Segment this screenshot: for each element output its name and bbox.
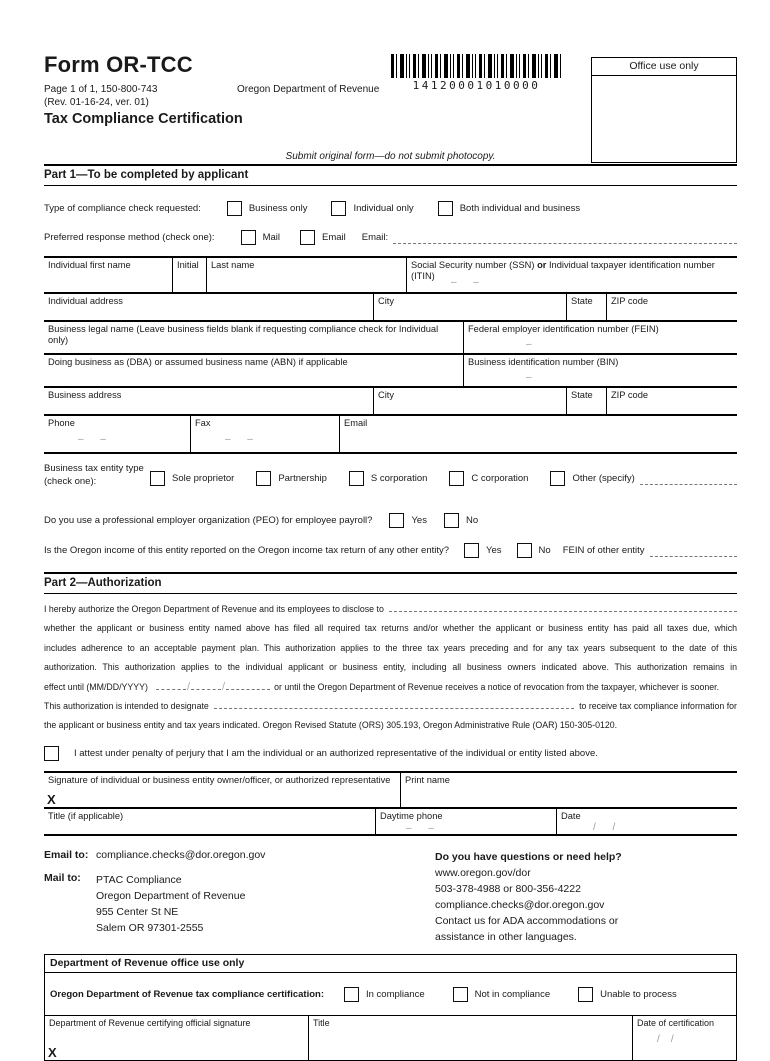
signature-table — [44, 771, 737, 836]
authorization-line: the applicant or business entity and tax years indicated. Oregon Revised Statute (ORS) 305.193, Oregon Administrative Rule (OAR) 150-305-0120. — [44, 720, 618, 731]
help-line: Contact us for ADA accommodations or — [435, 914, 619, 927]
checkbox-unable-to-process[interactable] — [578, 987, 677, 1002]
revision-info: (Rev. 01-16-24, ver. 01) — [44, 97, 149, 108]
checkbox-label: Individual only — [353, 203, 414, 214]
checkbox-label: No — [465, 515, 479, 526]
authorization-text: to receive tax compliance information for — [579, 700, 737, 711]
checkbox-icon[interactable] — [256, 471, 271, 486]
mail-to-label: Mail to: — [44, 871, 81, 884]
form-page — [44, 52, 737, 1061]
response-method-label: Preferred response method (check one): — [44, 232, 215, 243]
phone-format-hint: – – — [78, 434, 106, 445]
table-row — [44, 256, 737, 292]
date-field[interactable] — [556, 809, 737, 834]
last-name-field[interactable] — [206, 258, 406, 292]
authorization-paragraph — [44, 600, 737, 736]
initial-field[interactable] — [172, 258, 206, 292]
checkbox-label: C corporation — [471, 473, 529, 484]
checkbox-c-corporation[interactable] — [449, 471, 528, 486]
checkbox-label: Email — [321, 232, 346, 243]
email-field[interactable] — [339, 416, 737, 452]
barcode-image — [391, 54, 563, 78]
checkbox-icon[interactable] — [453, 987, 468, 1002]
checkbox-icon[interactable] — [227, 201, 242, 216]
authorization-line — [44, 600, 737, 619]
date-format-hint: / / — [657, 1033, 674, 1045]
checkbox-in-compliance[interactable] — [344, 987, 425, 1002]
checkbox-other-specify[interactable] — [550, 471, 634, 486]
applicant-fields-table — [44, 256, 737, 454]
help-column — [435, 849, 737, 945]
signature-x-mark: X — [48, 1044, 57, 1060]
mail-to-line: Oregon Department of Revenue — [96, 889, 246, 902]
fein-other-entity-fill-line[interactable] — [650, 545, 737, 557]
authorization-text: This authorization is intended to designate — [44, 700, 209, 711]
dba-abn-field[interactable] — [44, 355, 463, 386]
phone-field[interactable] — [44, 416, 190, 452]
field-label: Individual first name — [48, 260, 131, 270]
mail-to-row — [44, 872, 435, 936]
checkbox-icon[interactable] — [444, 513, 459, 528]
form-name: Form OR-TCC — [44, 52, 193, 77]
table-row — [44, 292, 737, 320]
page-info: Page 1 of 1, 150-800-743 — [44, 84, 158, 95]
checkbox-icon[interactable] — [241, 230, 256, 245]
office-use-only-label: Office use only — [592, 58, 736, 76]
peo-question-label: Do you use a professional employer organization (PEO) for employee payroll? — [44, 515, 373, 526]
help-line: www.oregon.gov/dor — [435, 866, 531, 879]
barcode-number: 14120001010000 — [412, 79, 541, 92]
field-label: Doing business as (DBA) or assumed business name (ABN) if applicable — [48, 357, 348, 367]
office-use-heading: Department of Revenue office use only — [45, 955, 736, 973]
entity-type-options — [150, 471, 737, 486]
signature-x-mark: X — [47, 791, 56, 807]
authorization-text: or until the Oregon Department of Revenue receives a notice of revocation from the taxpayer, whichever is sooner. — [274, 681, 720, 692]
checkbox-peo-yes[interactable] — [389, 513, 427, 528]
compliance-check-row — [44, 201, 737, 216]
attest-checkbox[interactable] — [44, 746, 59, 761]
checkbox-icon[interactable] — [550, 471, 565, 486]
authorization-line: includes adherence to an acceptable payment plan. This authorization applies to the three tax years preceding and for any tax years subsequent to the date of this — [44, 642, 737, 653]
certification-label: Oregon Department of Revenue tax compliance certification: — [50, 988, 324, 1000]
fein-other-entity-label: FEIN of other entity — [562, 545, 645, 556]
checkbox-mail[interactable] — [241, 230, 280, 245]
agency-name: Oregon Department of Revenue — [237, 84, 380, 95]
ssn-format-hint: – – — [451, 277, 479, 288]
authorization-line: whether the applicant or business entity named above has filed all required tax returns and/or whether the applicant or business entity has paid all taxes due, which — [44, 623, 737, 634]
mail-to-line: PTAC Compliance — [96, 873, 182, 886]
help-line: compliance.checks@dor.oregon.gov — [435, 898, 605, 911]
part1-heading: Part 1—To be completed by applicant — [44, 164, 737, 186]
field-label: Individual address — [48, 296, 123, 306]
response-method-row — [44, 230, 737, 245]
city-field[interactable] — [373, 388, 566, 414]
checkbox-email[interactable] — [300, 230, 346, 245]
title-field[interactable] — [44, 809, 375, 834]
contact-left-column — [44, 849, 435, 945]
field-label: ZIP code — [611, 390, 649, 400]
checkbox-label: Partnership — [278, 473, 327, 484]
field-label: Business legal name (Leave business fields blank if requesting compliance check for Individual only) — [48, 324, 439, 345]
field-label: Social Security number (SSN) or Individual taxpayer identification number (ITIN) — [411, 260, 715, 281]
checkbox-icon[interactable] — [578, 987, 593, 1002]
part2-heading: Part 2—Authorization — [44, 572, 737, 594]
table-row — [44, 320, 737, 353]
checkbox-icon[interactable] — [464, 543, 479, 558]
signature-field[interactable] — [44, 773, 400, 807]
income-question-row — [44, 543, 737, 558]
checkbox-both-individual-business[interactable] — [438, 201, 580, 216]
field-label: Title — [313, 1017, 330, 1028]
checkbox-label: Mail — [262, 232, 280, 243]
table-row — [44, 807, 737, 834]
checkbox-sole-proprietor[interactable] — [150, 471, 234, 486]
authorization-line — [44, 697, 737, 716]
bin-format-hint: – — [526, 372, 532, 383]
field-label: Phone — [48, 418, 75, 428]
individual-address-field[interactable] — [44, 294, 373, 320]
official-title-field[interactable] — [308, 1016, 632, 1060]
contact-section — [44, 849, 737, 945]
fein-field[interactable] — [463, 322, 737, 353]
authorization-line: authorization. This authorization applies to the individual applicant or business entity, including all business owners indicated above. This authorization remains in — [44, 662, 737, 673]
mail-to-line: Salem OR 97301-2555 — [96, 921, 204, 934]
checkbox-business-only[interactable] — [227, 201, 308, 216]
submit-note: Submit original form—do not submit photocopy. — [285, 151, 496, 162]
checkbox-not-in-compliance[interactable] — [453, 987, 551, 1002]
checkbox-icon[interactable] — [300, 230, 315, 245]
field-label: Date of certification — [637, 1017, 715, 1028]
date-format-hint: / / — [593, 821, 616, 833]
entity-type-label: Business tax entity type (check one): — [44, 463, 144, 487]
field-label: ZIP code — [611, 296, 649, 306]
authorization-text: I hereby authorize the Oregon Department of Revenue and its employees to disclose to — [44, 604, 384, 614]
ssn-itin-field[interactable] — [406, 258, 737, 292]
office-use-only-box[interactable] — [591, 57, 737, 163]
fein-format-hint: – — [526, 339, 532, 350]
field-label: Email — [344, 418, 368, 428]
effect-until-date-fill[interactable]: / / — [156, 678, 270, 697]
field-label: Business identification number (BIN) — [468, 357, 619, 367]
table-row — [44, 414, 737, 452]
field-label: City — [378, 390, 395, 400]
barcode-block — [389, 54, 564, 92]
email-fill-line[interactable] — [393, 232, 737, 244]
email-fill-label: Email: — [361, 232, 389, 243]
checkbox-label: Business only — [248, 203, 308, 214]
certification-row — [45, 973, 736, 1015]
certification-date-field[interactable] — [632, 1016, 736, 1060]
checkbox-label: Not in compliance — [474, 988, 551, 1000]
daytime-phone-field[interactable] — [375, 809, 556, 834]
state-field[interactable] — [566, 388, 606, 414]
field-label: Title (if applicable) — [48, 810, 124, 821]
office-use-section — [44, 954, 737, 1061]
email-to-address: compliance.checks@dor.oregon.gov — [96, 848, 266, 861]
help-heading: Do you have questions or need help? — [435, 850, 622, 863]
field-label: City — [378, 296, 395, 306]
field-label: State — [571, 296, 593, 306]
field-label: Signature of individual or business entity owner/officer, or authorized representative — [48, 774, 391, 785]
checkbox-label: Unable to process — [600, 988, 677, 1000]
fax-field[interactable] — [190, 416, 339, 452]
email-to-row — [44, 849, 435, 861]
field-label: Business address — [48, 390, 122, 400]
checkbox-icon[interactable] — [389, 513, 404, 528]
checkbox-icon[interactable] — [344, 987, 359, 1002]
mail-to-address — [96, 872, 245, 936]
field-label: Federal employer identification number (FEIN) — [468, 324, 659, 334]
table-row — [44, 771, 737, 807]
authorization-line — [44, 678, 737, 697]
field-label: Print name — [405, 774, 450, 785]
checkbox-individual-only[interactable] — [331, 201, 413, 216]
checkbox-s-corporation[interactable] — [349, 471, 428, 486]
attest-row — [44, 746, 737, 761]
help-line: 503-378-4988 or 800-356-4222 — [435, 882, 581, 895]
field-label: Date — [561, 810, 581, 821]
disclose-to-fill-line[interactable] — [389, 600, 737, 612]
checkbox-peo-no[interactable] — [444, 513, 478, 528]
field-label: Last name — [211, 260, 255, 270]
office-signature-table — [45, 1015, 736, 1060]
designate-fill-line[interactable] — [214, 697, 574, 709]
checkbox-icon[interactable] — [331, 201, 346, 216]
help-line: assistance in other languages. — [435, 930, 577, 943]
zip-code-field[interactable] — [606, 294, 737, 320]
table-row — [44, 386, 737, 414]
field-label: Fax — [195, 418, 211, 428]
state-field[interactable] — [566, 294, 606, 320]
field-label: State — [571, 390, 593, 400]
fax-format-hint: – – — [225, 434, 253, 445]
checkbox-income-no[interactable] — [517, 543, 551, 558]
checkbox-label: In compliance — [365, 988, 425, 1000]
attest-statement: I attest under penalty of perjury that I am the individual or an authorized representative of the individual or entity listed above. — [74, 747, 598, 759]
checkbox-income-yes[interactable] — [464, 543, 502, 558]
entity-type-section — [44, 462, 737, 496]
checkbox-label: S corporation — [370, 473, 428, 484]
checkbox-partnership[interactable] — [256, 471, 327, 486]
checkbox-label: Yes — [411, 515, 427, 526]
other-specify-fill-line[interactable] — [640, 473, 737, 485]
authorization-text: effect until (MM/DD/YYYY) — [44, 681, 148, 692]
peo-question-row — [44, 513, 737, 528]
print-name-field[interactable] — [400, 773, 737, 807]
checkbox-label: Other (specify) — [572, 473, 635, 484]
official-signature-field[interactable] — [45, 1016, 308, 1060]
city-field[interactable] — [373, 294, 566, 320]
checkbox-icon[interactable] — [349, 471, 364, 486]
checkbox-icon[interactable] — [517, 543, 532, 558]
form-title: Tax Compliance Certification — [44, 111, 243, 127]
checkbox-label: Yes — [486, 545, 502, 556]
table-row — [44, 353, 737, 386]
business-legal-name-field[interactable] — [44, 322, 463, 353]
mail-to-line: 955 Center St NE — [96, 905, 179, 918]
compliance-check-label: Type of compliance check requested: — [44, 203, 201, 214]
income-question-label: Is the Oregon income of this entity reported on the Oregon income tax return of any other entity? — [44, 545, 450, 556]
checkbox-icon[interactable] — [150, 471, 165, 486]
field-label: Initial — [177, 260, 199, 270]
checkbox-label: Both individual and business — [459, 203, 581, 214]
field-label: Daytime phone — [380, 810, 443, 821]
individual-first-name-field[interactable] — [44, 258, 172, 292]
business-address-field[interactable] — [44, 388, 373, 414]
checkbox-label: No — [538, 545, 551, 556]
checkbox-icon[interactable] — [449, 471, 464, 486]
email-to-label: Email to: — [44, 848, 89, 861]
form-header — [44, 52, 737, 164]
field-label: Department of Revenue certifying official signature — [49, 1017, 251, 1028]
checkbox-label: Sole proprietor — [172, 473, 235, 484]
bin-field[interactable] — [463, 355, 737, 386]
zip-code-field[interactable] — [606, 388, 737, 414]
phone-format-hint: – – — [406, 822, 434, 834]
checkbox-icon[interactable] — [438, 201, 453, 216]
